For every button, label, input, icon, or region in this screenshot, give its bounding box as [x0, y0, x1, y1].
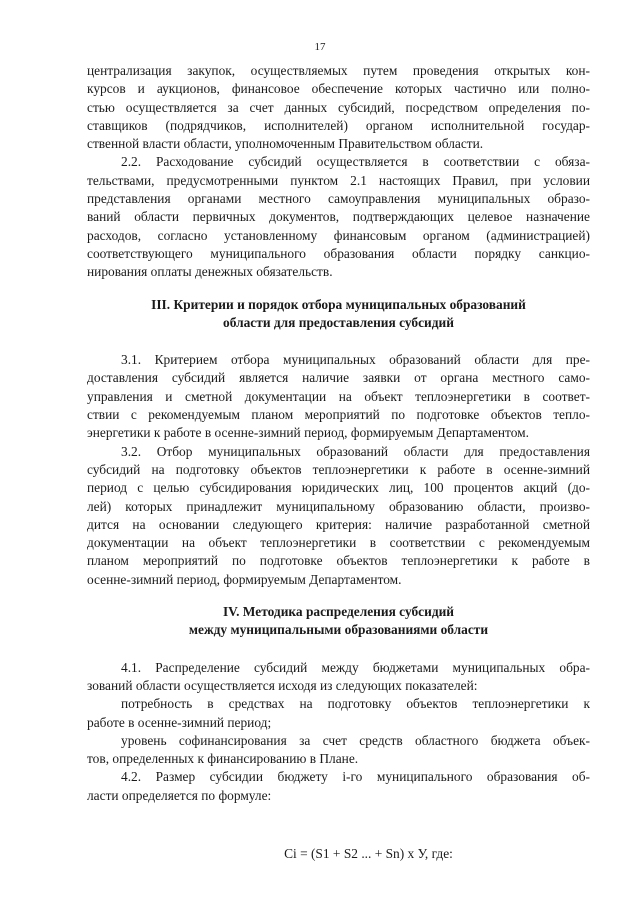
text-line: управления и сметной документации на объект теплоэнергетики в соответ-	[87, 388, 590, 404]
text-line: соответствующего муниципального образования области порядку санкцио-	[87, 245, 590, 261]
text-line: субсидий на подготовку объектов теплоэнергетики к работе в осенне-зимний	[87, 461, 590, 477]
text-line: ставщиков (подрядчиков, исполнителей) органом исполнительной государ-	[87, 117, 590, 133]
text-line: дится на основании следующего критерия: наличие разработанной сметной	[87, 516, 590, 532]
paragraph-2-2	[87, 153, 590, 281]
text-line: ственной власти области, уполномоченным Правительством области.	[87, 136, 484, 152]
text-line: работе в осенне-зимний период;	[87, 714, 272, 730]
text-line: период с целью субсидирования юридических лиц, 100 процентов акций (до-	[87, 480, 590, 496]
text-line: осенне-зимний период, формируемым Департаментом.	[87, 571, 402, 587]
text-line: 4.2. Размер субсидии бюджету i-го муниципального образования об-	[121, 769, 590, 785]
paragraph-4-1	[87, 659, 590, 696]
text-line: нирования оплаты денежных обязательств.	[87, 264, 333, 280]
section-3-title-line: III. Критерии и порядок отбора муниципальных образований	[151, 296, 526, 312]
section-4-title-line: между муниципальными образованиями области	[188, 622, 489, 638]
text-line: ваний области первичных документов, подтверждающих целевое назначение	[87, 209, 590, 225]
text-line: зований области осуществляется исходя из следующих показателей:	[87, 677, 478, 693]
text-line: доставления субсидий является наличие заявки от органа местного само-	[87, 370, 590, 386]
text-line: 4.1. Распределение субсидий между бюджетами муниципальных обра-	[121, 659, 590, 675]
text-line: уровень софинансирования за счет средств областного бюджета объек-	[121, 732, 590, 748]
text-line: 3.1. Критерием отбора муниципальных образований области для пре-	[121, 352, 590, 368]
text-line: 2.2. Расходование субсидий осуществляется в соответствии с обяза-	[121, 154, 590, 170]
text-line: документации на объект теплоэнергетики в соответствии с рекомендуемым	[87, 535, 590, 551]
page-number: 17	[314, 41, 326, 53]
text-line: энергетики к работе в осенне-зимний период, формируемым Департаментом.	[87, 425, 529, 441]
text-line: ствии с рекомендуемым планом мероприятий по подготовке объектов тепло-	[87, 407, 590, 423]
text-line: централизация закупок, осуществляемых путем проведения открытых кон-	[87, 63, 590, 78]
section-4-title-line: IV. Методика распределения субсидий	[222, 604, 455, 620]
text-line: ласти определяется по формуле:	[87, 787, 272, 803]
paragraph-4-1-a	[87, 695, 590, 732]
document-body	[87, 62, 590, 863]
paragraph-4-1-b	[87, 732, 590, 769]
paragraph-intro	[87, 62, 590, 153]
text-line: лей) которых принадлежит муниципальному образованию области, произво-	[87, 498, 590, 514]
text-line: тов, определенных к финансированию в Плане.	[87, 751, 359, 767]
section-3-title-line: области для предоставления субсидий	[223, 314, 454, 330]
text-line: тельствами, предусмотренными пунктом 2.1 настоящих Правил, при условии	[87, 172, 590, 188]
paragraph-3-2	[87, 443, 590, 589]
text-line: представления органами местного самоуправления муниципальных образо-	[87, 191, 590, 207]
paragraph-3-1	[87, 351, 590, 442]
text-line: 3.2. Отбор муниципальных образований области для предоставления	[121, 443, 590, 459]
text-line: потребность в средствах на подготовку объектов теплоэнергетики к	[121, 696, 590, 712]
text-line: стью осуществляется за счет данных субсидий, посредством определения по-	[87, 99, 590, 115]
paragraph-4-2	[87, 768, 590, 805]
text-line: курсов и аукционов, финансовое обеспечение которых частично или полно-	[87, 81, 590, 97]
formula: Ci = (S1 + S2 ... + Sn) х У, где:	[284, 845, 453, 861]
text-line: планом мероприятий по подготовке объектов теплоэнергетики к работе в	[87, 553, 590, 569]
text-line: расходов, согласно установленному финансовым органом (администрацией)	[87, 227, 590, 243]
